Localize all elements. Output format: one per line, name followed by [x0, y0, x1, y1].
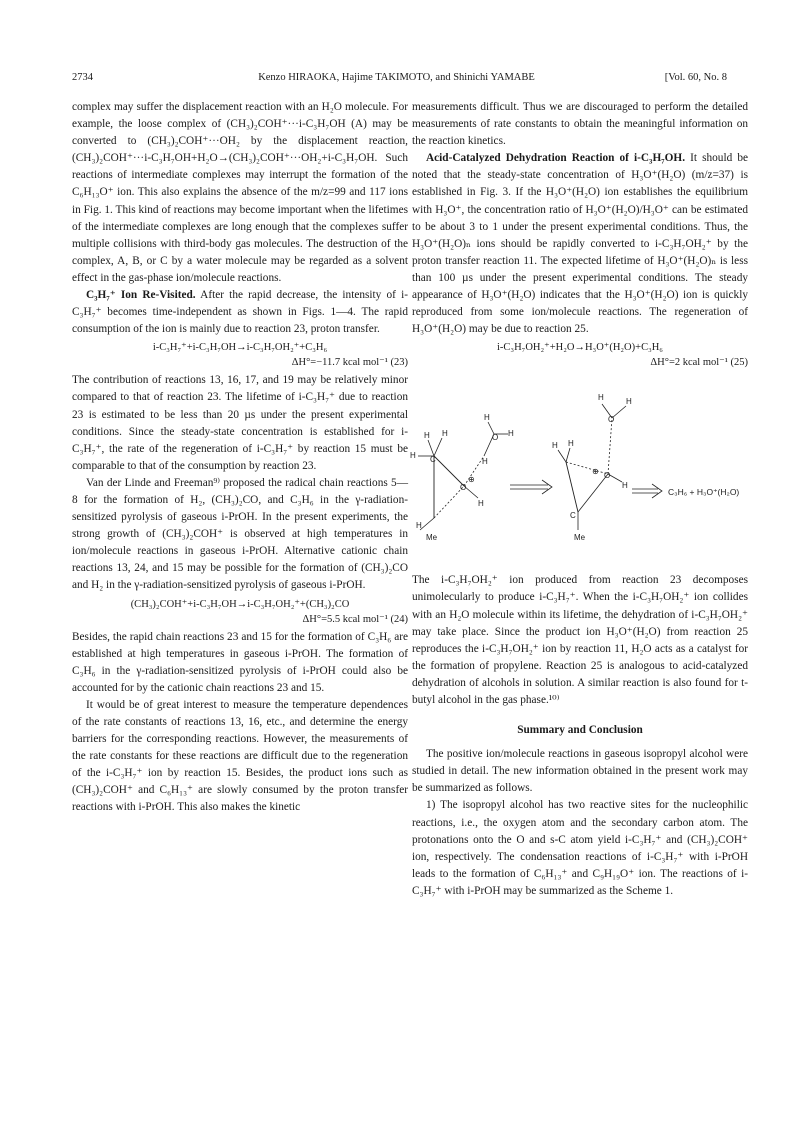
scheme-atom-h: H [568, 439, 574, 449]
scheme-atom-h: H [416, 521, 422, 531]
equation-25-enthalpy: ΔH°=2 kcal mol⁻¹ (25) [650, 357, 748, 369]
scheme-atom-h: H [424, 431, 430, 441]
scheme-methyl: Me [426, 533, 438, 543]
paragraph-temperature-dependence: It would be of great interest to measure the temperature dependences of the rate constants of reactions 13, 16, etc., and determine the energy barriers for the corresponding reactions. However, the measurements of the rate constants for these reactions are difficult due to the regeneration of the i-C₃H₇⁺ ion by reaction 15. Besides, the product ions such as (CH₃)₂COH⁺ and C₆H₁₃⁺ are slowly consumed by the proton transfer reactions with i-PrOH. This also makes the kinetic [72, 698, 408, 814]
scheme-atom-c: C [430, 455, 436, 465]
section-title-summary: Summary and Conclusion [517, 724, 643, 737]
paragraph-acid-catalyzed-text: It should be noted that the steady-state concentration of H₃O⁺(H₂O) (m/z=37) is established in Fig. 3. If the H₃O⁺(H₂O) ion establishes the equilibrium with H₃O⁺, the concentration ratio of H₃O⁺(H₂O)/H₃O⁺ can be estimated to be about 3 to 1 under the present experimental conditions. Thus, the H₃O⁺(H₂O)ₙ ions should be rapidly converted to i-C₃H₇OH₂⁺ by the proton transfer reaction 11. The expected lifetime of H₃O⁺(H₂O)ₙ is less than 100 µs under the present experimental conditions. The steady appearance of H₃O⁺(H₂O) indicates that the H₃O⁺(H₂O) ion is quickly reproduced from some ion/molecule reactions. The regeneration of H₃O⁺(H₂O) may be due to reaction 25. [412, 152, 748, 336]
equation-25-reaction: i-C₃H₇OH₂⁺+H₂O→H₃O⁺(H₂O)+C₃H₆ [497, 342, 663, 354]
scheme-plus-charge: ⊕ [468, 475, 475, 485]
journal-volume: [Vol. 60, No. 8 [664, 72, 727, 83]
scheme-atom-h: H [622, 481, 628, 491]
equation-25 [412, 340, 748, 370]
run-in-heading-dehydration: Acid-Catalyzed Dehydration Reaction of i-C₃H₇OH. [426, 152, 686, 165]
equation-24-reaction: (CH₃)₂COH⁺+i-C₃H₇OH→i-C₃H₇OH₂⁺+(CH₃)₂CO [130, 598, 350, 610]
paragraph-displacement: complex may suffer the displacement reaction with an H₂O molecule. For example, the loose complex of (CH₃)₂COH⁺···i-C₃H₇OH (A) may be converted to (CH₃)₂COH⁺···OH₂ by the displacement reaction, (CH₃)₂COH⁺···i-C₃H₇OH+H₂O→(CH₃)₂COH⁺···OH₂+i-C₃H₇OH. Such reactions of intermediate complexes may interrupt the formation of the C₆H₁₃O⁺ ion. This also explains the absence of the m/z=99 and 117 ions in Fig. 1. This kind of reactions may become important when the lifetimes of the intermediate complexes are long enough that the complexes suffer multiple collisions with third-body gas molecules. The destruction of the complex, A, B, or C by a water molecule may be regarded as a solvent effect in the gas-phase ion/molecule reactions. [72, 101, 408, 284]
paragraph-contribution: The contribution of reactions 13, 16, 17, and 19 may be relatively minor compared to that of reaction 23. The lifetime of i-C₃H₇⁺ due to reaction 23 is estimated to be less than 20 µs under the present experimental conditions. Since the steady-state concentration is established for i-C₃H₇⁺, the rate of the regeneration of i-C₃H₇⁺ by reaction 15 must be comparable to that of the consumption by reaction 23. [72, 374, 408, 472]
scheme-atom-h: H [484, 413, 490, 423]
paragraph-van-der-linde: Van der Linde and Freeman⁹⁾ proposed the radical chain reactions 5—8 for the formation of H₂, (CH₃)₂CO, and C₃H₆ in the γ-radiation-sensitized pyrolysis of gaseous i-PrOH. In the present experiments, the strong growth of (CH₃)₂COH⁺ is observed at high temperatures in ion/molecule reactions in gaseous i-PrOH. Alternative cationic chain reactions 13, 24, and 15 may be possible for the formation of (CH₃)₂CO and H₂ in the γ-radiation-sensitized pyrolysis of gaseous i-PrOH. [72, 476, 408, 592]
scheme-methyl: Me [574, 533, 586, 543]
paragraph-c3h7-revisited [72, 287, 408, 338]
scheme-atom-h: H [478, 499, 484, 509]
paragraph-measurements: measurements difficult. Thus we are discouraged to perform the detailed measurements of rate constants to obtain the meaningful information on the reaction kinetics. [412, 101, 748, 148]
paragraph-summary-item-1: 1) The isopropyl alcohol has two reactive sites for the nucleophilic reactions, i.e., the oxygen atom and the secondary carbon atom. The protonations onto the O and s-C atom yield i-C₃H₇⁺ and (CH₃)₂COH⁺ ion, respectively. The condensation reactions of i-C₃H₇⁺ with i-PrOH leads to the formation of C₆H₁₃⁺ and C₉H₁₉O⁺ ion. The reactions of i-C₃H₇⁺ with i-PrOH may be summarized as the Scheme 1. [412, 799, 748, 897]
scheme-atom-c: C [570, 511, 576, 521]
scheme-atom-h: H [626, 397, 632, 407]
running-authors: Kenzo HIRAOKA, Hajime TAKIMOTO, and Shinichi YAMABE [258, 72, 535, 83]
scheme-atom-o: O [604, 471, 611, 481]
scheme-atom-h: H [442, 429, 448, 439]
run-in-heading-c3h7: C₃H₇⁺ Ion Re-Visited. [86, 289, 196, 302]
scheme-plus-charge: ⊕ [592, 467, 599, 477]
scheme-atom-o: O [492, 433, 499, 443]
scheme-atom-o: O [608, 415, 615, 425]
scheme-atom-o: O [460, 483, 467, 493]
dehydration-scheme-figure [412, 378, 748, 554]
right-column [412, 99, 748, 900]
dehydration-scheme-svg [406, 378, 751, 554]
equation-23 [72, 340, 408, 370]
equation-23-enthalpy: ΔH°=−11.7 kcal mol⁻¹ (23) [291, 357, 408, 369]
left-column [72, 99, 408, 817]
equation-24-enthalpy: ΔH°=5.5 kcal mol⁻¹ (24) [302, 613, 408, 625]
scheme-arrow-1 [510, 480, 552, 494]
scheme-atom-h: H [598, 393, 604, 403]
scheme-atom-h: H [410, 451, 416, 461]
scheme-atom-h: H [552, 441, 558, 451]
paragraph-acid-catalyzed [412, 150, 748, 338]
paragraph-decomposition: The i-C₃H₇OH₂⁺ ion produced from reaction 23 decomposes unimolecularly to produce i-C₃H₇⁺. When the i-C₃H₇OH₂⁺ ion collides with an H₂O molecule within its lifetime, the dehydration of i-C₃H₇OH₂⁺ may take place. Since the product ion H₃O⁺(H₂O) from reaction 25 reproduces the i-C₃H₇OH₂⁺ ion by reaction 11, H₂O acts as a catalyst for the formation of propylene. Reaction 25 is analogous to acid-catalyzed dehydration of alcohols in solution. A similar reaction is also found for t-butyl alcohol in the gas phase.¹⁰⁾ [412, 574, 748, 706]
scheme-atom-h: H [508, 429, 514, 439]
page-number: 2734 [72, 72, 93, 83]
paragraph-c3h7-text: After the rapid decrease, the intensity of i-C₃H₇⁺ becomes time-independent as shown in Figs. 1—4. The rapid consumption of the ion is mainly due to reaction 23, proton transfer. [72, 289, 409, 336]
paragraph-summary-intro: The positive ion/molecule reactions in gaseous isopropyl alcohol were studied in detail. The new information obtained in the present work may be summarized as follows. [412, 748, 748, 795]
scheme-products: C₃H₆ + H₃O⁺(H₂O) [668, 487, 740, 498]
scheme-atom-h: H [482, 457, 488, 467]
equation-23-reaction: i-C₃H₇⁺+i-C₃H₇OH→i-C₃H₇OH₂⁺+C₃H₆ [152, 342, 328, 354]
equation-24 [72, 597, 408, 627]
paragraph-chain-reactions: Besides, the rapid chain reactions 23 and 15 for the formation of C₃H₆ are established at high temperatures in gaseous i-PrOH. The formation of C₃H₆ in the γ-radiation-sensitized pyrolysis of i-PrOH could also be accounted for by the cationic chain reactions 23 and 15. [72, 630, 408, 694]
scheme-arrow-2 [632, 484, 662, 498]
